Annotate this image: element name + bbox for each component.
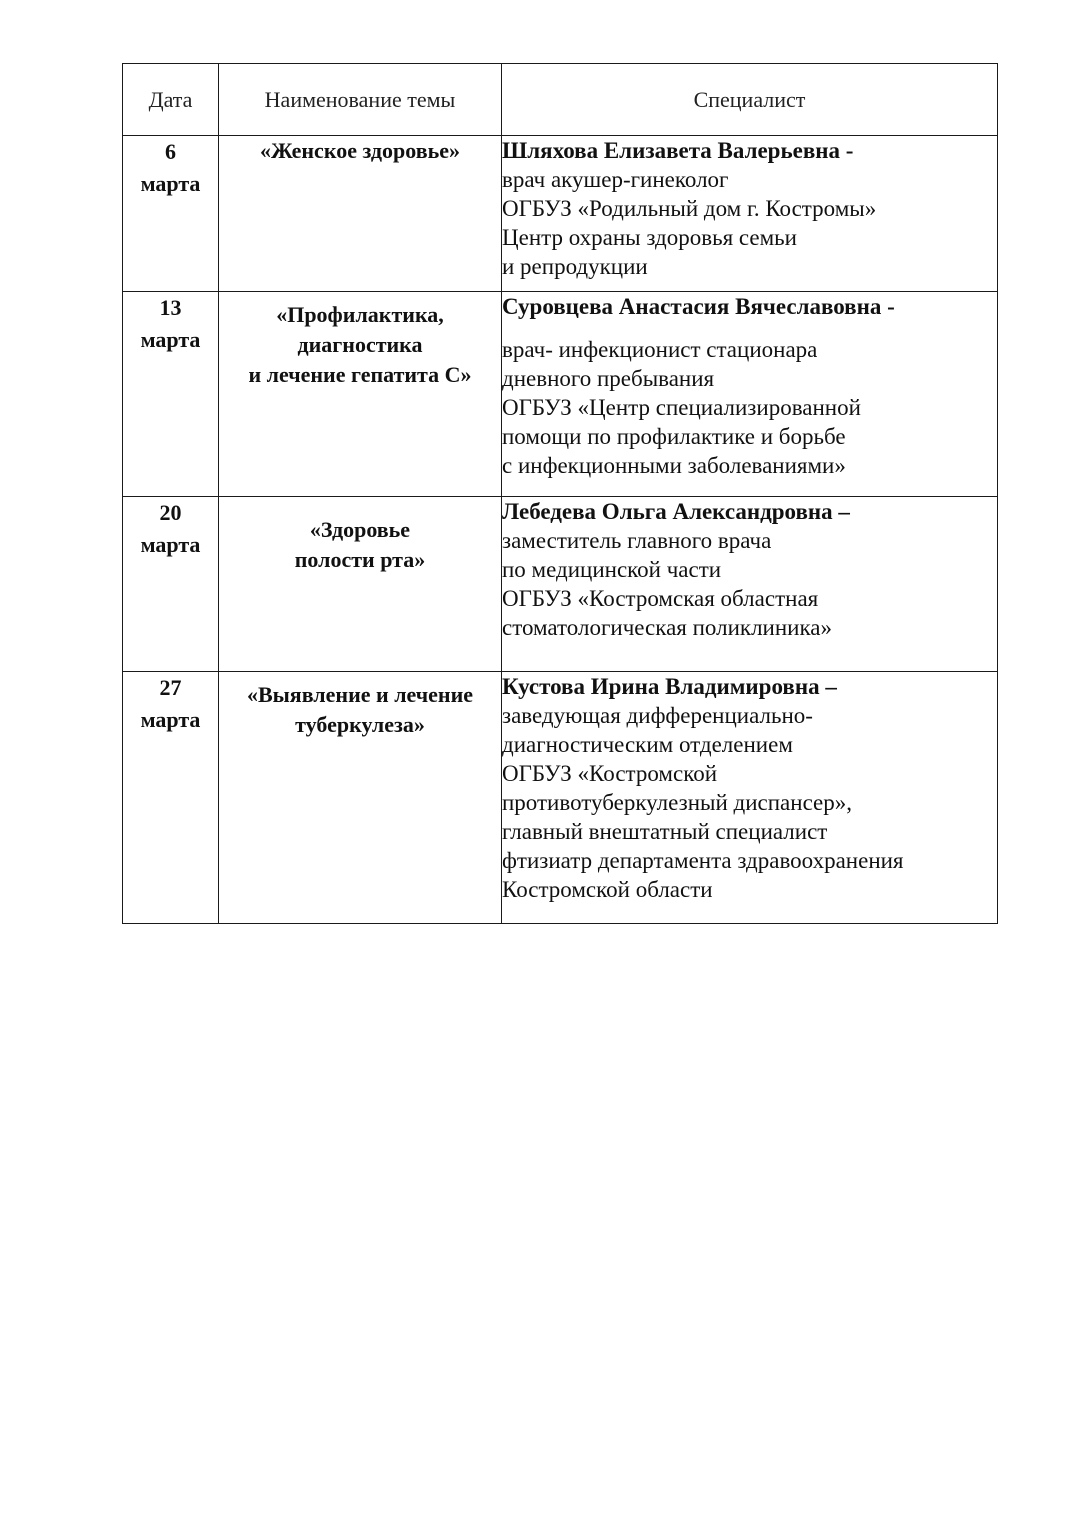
specialist-line: Костромской области bbox=[502, 877, 713, 902]
date-day: 27 bbox=[159, 675, 182, 700]
header-topic: Наименование темы bbox=[219, 64, 502, 136]
date-day: 13 bbox=[159, 295, 182, 320]
specialist-line: ОГБУЗ «Костромская областная bbox=[502, 586, 819, 611]
date-month: марта bbox=[140, 327, 201, 352]
topic-line: «Здоровье bbox=[309, 517, 411, 542]
date-month: марта bbox=[140, 707, 201, 732]
topic-line: «Выявление и лечение bbox=[246, 682, 474, 707]
schedule-table bbox=[122, 63, 998, 924]
topic-line: туберкулеза» bbox=[295, 712, 425, 737]
specialist-line: диагностическим отделением bbox=[502, 732, 793, 757]
specialist-line: врач акушер-гинеколог bbox=[502, 167, 729, 192]
specialist-line: Центр охраны здоровья семьи bbox=[502, 225, 797, 250]
specialist-name: Лебедева Ольга Александровна – bbox=[502, 499, 850, 524]
table-row bbox=[123, 136, 998, 292]
date-cell bbox=[123, 497, 219, 672]
table-header-row bbox=[123, 64, 998, 136]
table-row bbox=[123, 292, 998, 497]
date-day: 6 bbox=[165, 139, 176, 164]
date-cell bbox=[123, 292, 219, 497]
specialist-name: Кустова Ирина Владимировна – bbox=[502, 674, 837, 699]
specialist-name: Шляхова Елизавета Валерьевна - bbox=[502, 138, 854, 163]
specialist-cell bbox=[502, 672, 998, 924]
date-day: 20 bbox=[159, 500, 182, 525]
topic-cell bbox=[219, 292, 502, 497]
date-cell bbox=[123, 672, 219, 924]
specialist-line: заместитель главного врача bbox=[502, 528, 772, 553]
date-month: марта bbox=[140, 171, 201, 196]
header-date: Дата bbox=[123, 64, 219, 136]
table-row bbox=[123, 497, 998, 672]
header-specialist: Специалист bbox=[502, 64, 998, 136]
specialist-line: стоматологическая поликлиника» bbox=[502, 615, 833, 640]
topic-line: «Женское здоровье» bbox=[259, 138, 461, 163]
specialist-line: ОГБУЗ «Костромской bbox=[502, 761, 718, 786]
topic-line: полости рта» bbox=[294, 547, 426, 572]
specialist-cell bbox=[502, 292, 998, 497]
date-cell bbox=[123, 136, 219, 292]
topic-cell bbox=[219, 497, 502, 672]
specialist-line: помощи по профилактике и борьбе bbox=[502, 424, 846, 449]
topic-line: диагностика bbox=[297, 332, 423, 357]
topic-line: и лечение гепатита С» bbox=[248, 362, 472, 387]
topic-cell bbox=[219, 672, 502, 924]
specialist-line: ОГБУЗ «Родильный дом г. Костромы» bbox=[502, 196, 877, 221]
topic-line: «Профилактика, bbox=[276, 302, 444, 327]
specialist-name: Суровцева Анастасия Вячеславовна - bbox=[502, 294, 895, 319]
specialist-cell bbox=[502, 497, 998, 672]
specialist-line: главный внештатный специалист bbox=[502, 819, 828, 844]
specialist-line: фтизиатр департамента здравоохранения bbox=[502, 848, 904, 873]
specialist-line: и репродукции bbox=[502, 254, 648, 279]
specialist-cell bbox=[502, 136, 998, 292]
specialist-line: дневного пребывания bbox=[502, 366, 715, 391]
specialist-line: противотуберкулезный диспансер», bbox=[502, 790, 853, 815]
date-month: марта bbox=[140, 532, 201, 557]
topic-cell bbox=[219, 136, 502, 292]
specialist-line: с инфекционными заболеваниями» bbox=[502, 453, 846, 478]
table-row bbox=[123, 672, 998, 924]
specialist-line: ОГБУЗ «Центр специализированной bbox=[502, 395, 861, 420]
specialist-line: врач- инфекционист стационара bbox=[502, 337, 818, 362]
specialist-line: заведующая дифференциально- bbox=[502, 703, 813, 728]
specialist-line: по медицинской части bbox=[502, 557, 722, 582]
